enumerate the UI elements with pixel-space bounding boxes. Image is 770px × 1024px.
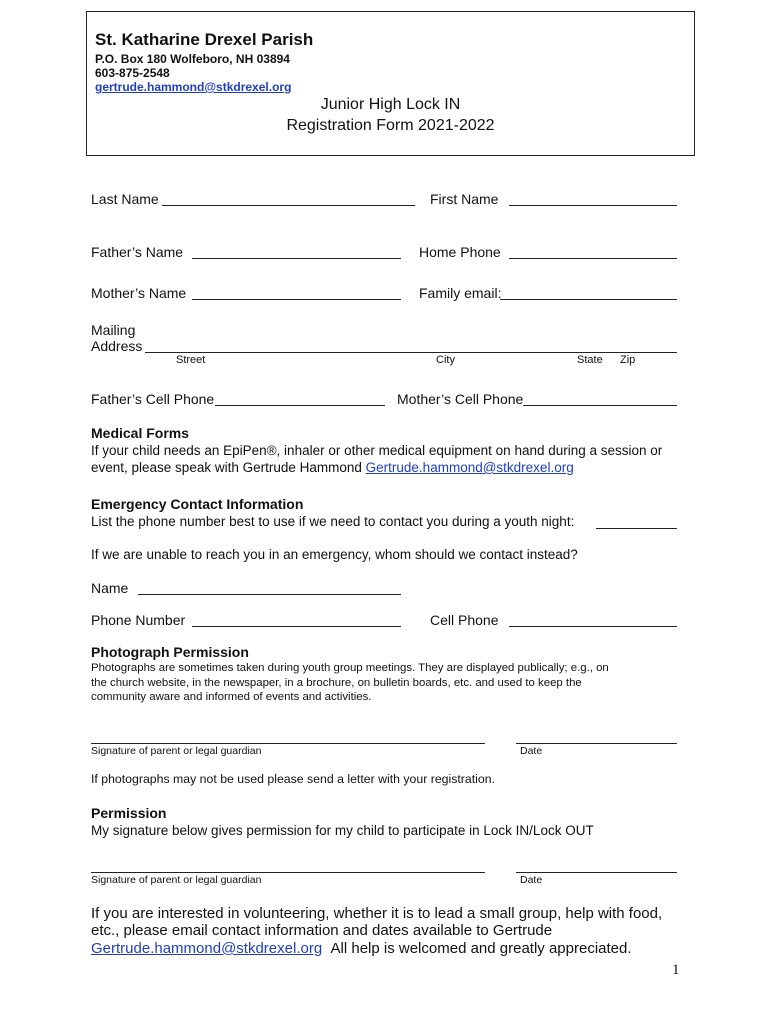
first-name-label: First Name <box>430 191 499 207</box>
page-number: 1 <box>672 962 680 978</box>
parish-email-link[interactable]: gertrude.hammond@stkdrexel.org <box>95 80 292 94</box>
fathers-name-label: Father’s Name <box>91 244 184 260</box>
address-line[interactable] <box>145 352 677 353</box>
form-subtitle: Registration Form 2021-2022 <box>286 117 495 134</box>
photo-date-caption: Date <box>520 745 543 757</box>
phone-number-label: Phone Number <box>91 612 186 628</box>
mailing-label: Mailing <box>91 322 136 338</box>
photo-text-1: Photographs are sometimes taken during youth group meetings. They are displayed publically; e.g., on <box>91 662 609 674</box>
photo-note: If photographs may not be used please send a letter with your registration. <box>91 772 495 786</box>
photo-heading: Photograph Permission <box>91 644 249 660</box>
cell-phone-label: Cell Phone <box>430 612 499 628</box>
fathers-name-line[interactable] <box>192 258 401 259</box>
permission-date-caption: Date <box>520 874 543 886</box>
volunteer-email-link[interactable]: Gertrude.hammond@stkdrexel.org <box>91 940 323 957</box>
medical-heading: Medical Forms <box>91 425 190 441</box>
parish-phone: 603-875-2548 <box>95 66 170 80</box>
mothers-name-label: Mother’s Name <box>91 285 187 301</box>
last-name-line[interactable] <box>162 205 415 206</box>
photo-signature-caption: Signature of parent or legal guardian <box>91 745 262 757</box>
form-title: Junior High Lock IN <box>320 96 461 113</box>
last-name-label: Last Name <box>91 191 159 207</box>
zip-caption: Zip <box>620 354 636 366</box>
address-label: Address <box>91 338 143 354</box>
permission-text: My signature below gives permission for my child to participate in Lock IN/Lock OUT <box>91 823 594 838</box>
parish-name: St. Katharine Drexel Parish <box>95 30 314 49</box>
fathers-cell-line[interactable] <box>215 405 385 406</box>
volunteer-text-3-body: All help is welcomed and greatly appreciated. <box>330 940 632 957</box>
medical-text-2 <box>91 460 574 475</box>
mothers-cell-label: Mother’s Cell Phone <box>397 391 524 407</box>
emergency-text-1: List the phone number best to use if we need to contact you during a youth night: <box>91 514 575 529</box>
permission-signature-caption: Signature of parent or legal guardian <box>91 874 262 886</box>
home-phone-label: Home Phone <box>419 244 501 260</box>
state-caption: State <box>577 354 603 366</box>
emergency-heading: Emergency Contact Information <box>91 496 304 512</box>
family-email-label: Family email: <box>419 285 502 301</box>
volunteer-text-3 <box>91 940 632 957</box>
first-name-line[interactable] <box>509 205 677 206</box>
contact-name-line[interactable] <box>138 594 401 595</box>
medical-text-2-body: event, please speak with Gertrude Hammond <box>91 460 362 475</box>
photo-signature-line[interactable] <box>91 743 485 744</box>
best-phone-line[interactable] <box>596 528 677 529</box>
home-phone-line[interactable] <box>509 258 677 259</box>
street-caption: Street <box>176 354 206 366</box>
photo-text-3: community aware and informed of events and activities. <box>91 691 372 703</box>
parish-address: P.O. Box 180 Wolfeboro, NH 03894 <box>95 52 290 66</box>
family-email-line[interactable] <box>500 299 677 300</box>
volunteer-text-2: etc., please email contact information and dates available to Gertrude <box>91 922 553 939</box>
medical-email-link[interactable]: Gertrude.hammond@stkdrexel.org <box>365 460 574 475</box>
medical-text-1: If your child needs an EpiPen®, inhaler or other medical equipment on hand during a session or <box>91 443 663 458</box>
permission-signature-line[interactable] <box>91 872 485 873</box>
permission-date-line[interactable] <box>516 872 677 873</box>
emergency-text-2: If we are unable to reach you in an emergency, whom should we contact instead? <box>91 547 578 562</box>
phone-number-line[interactable] <box>192 626 401 627</box>
cell-phone-line[interactable] <box>509 626 677 627</box>
photo-date-line[interactable] <box>516 743 677 744</box>
fathers-cell-label: Father’s Cell Phone <box>91 391 215 407</box>
contact-name-label: Name <box>91 580 129 596</box>
city-caption: City <box>436 354 455 366</box>
mothers-cell-line[interactable] <box>523 405 677 406</box>
permission-heading: Permission <box>91 805 167 821</box>
volunteer-text-1: If you are interested in volunteering, whether it is to lead a small group, help with food, <box>91 905 663 922</box>
mothers-name-line[interactable] <box>192 299 401 300</box>
photo-text-2: the church website, in the newspaper, in a brochure, on bulletin boards, etc. and used to keep the <box>91 677 582 689</box>
